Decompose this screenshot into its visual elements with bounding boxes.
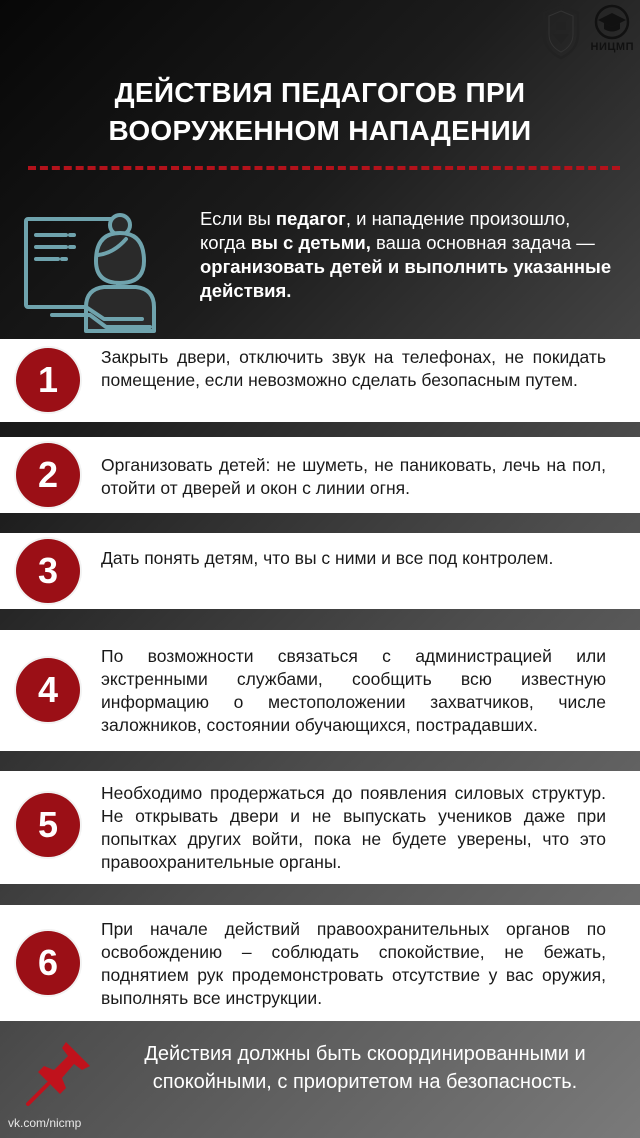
step-number-badge: 4 [16, 658, 80, 722]
step-number-badge: 6 [16, 931, 80, 995]
intro-text-part: , и нападение произошло, когда [200, 208, 571, 253]
teacher-at-board-icon [22, 203, 158, 340]
step-number-badge: 3 [16, 539, 80, 603]
step-card-6 [0, 905, 640, 1021]
step-card-1 [0, 339, 640, 422]
logo-group [541, 4, 634, 65]
graduation-cap-icon [591, 4, 634, 40]
vk-link[interactable]: vk.com/nicmp [8, 1116, 82, 1130]
step-text: Закрыть двери, отключить звук на телефонах, не покидать помещение, если невозможно сделать безопасным путем. [101, 347, 606, 390]
step-text: По возможности связаться с администрацией или экстренными службами, сообщить всю известную информацию о местоположении захватчиков, числе заложников, состоянии обучающихся, пострадавших. [101, 646, 606, 735]
intro-text-bold: вы с детьми, [250, 232, 371, 253]
page-title-line2: ВООРУЖЕННОМ НАПАДЕНИИ [108, 115, 532, 146]
footer-message: Действия должны быть скоординированными и спокойными, с приоритетом на безопасность. [144, 1043, 586, 1093]
intro-text-part: ваша основная задача — [370, 232, 595, 253]
brand-logo [591, 4, 634, 53]
pushpin-icon [22, 1036, 96, 1115]
intro-text-bold: педагог [275, 208, 346, 229]
dashed-divider [28, 166, 620, 170]
shield-emblem-icon [541, 4, 581, 65]
brand-logo-text: НИЦМП [590, 41, 634, 53]
step-text: Необходимо продержаться до появления силовых структур. Не открывать двери и не выпускать учеников даже при попытках других войти, пока не будете уверены, что это правоохранительные органы. [101, 783, 606, 872]
step-number-badge: 2 [16, 443, 80, 507]
page-title [0, 74, 640, 150]
step-number-badge: 1 [16, 348, 80, 412]
step-card-3 [0, 533, 640, 609]
step-number-badge: 5 [16, 793, 80, 857]
step-card-5 [0, 771, 640, 884]
intro-text [200, 207, 620, 303]
step-text: При начале действий правоохранительных органов по освобождению – соблюдать спокойствие, не бежать, поднятием рук продемонстровать отсутствие у вас оружия, выполнять все инструкции. [101, 919, 606, 1008]
intro-text-part: Если вы [200, 208, 276, 229]
step-text: Организовать детей: не шуметь, не паниковать, лечь на пол, отойти от дверей и окон с линии огня. [101, 455, 606, 498]
page-title-line1: ДЕЙСТВИЯ ПЕДАГОГОВ ПРИ [114, 77, 526, 108]
intro-text-bold: организовать детей и выполнить указанные действия. [200, 256, 612, 301]
step-card-2 [0, 437, 640, 513]
step-card-4 [0, 630, 640, 751]
step-text: Дать понять детям, что вы с ними и все под контролем. [101, 548, 554, 568]
